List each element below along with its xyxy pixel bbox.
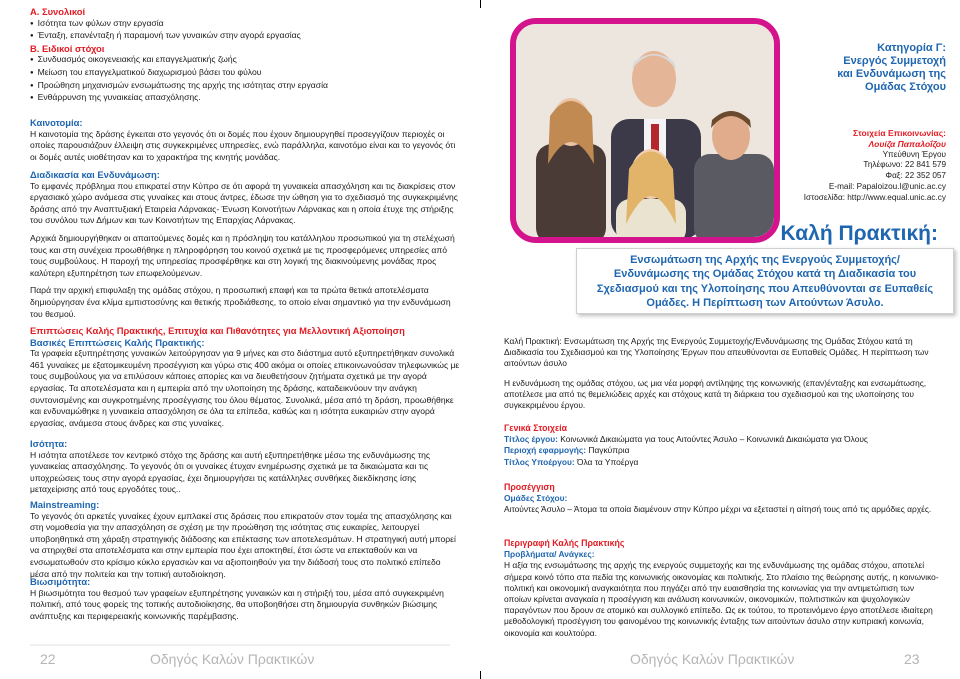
contact-info <box>746 128 946 204</box>
contact-fax: Φαξ: 22 352 057 <box>885 171 946 181</box>
contact-website[interactable]: Ιστοσελίδα: http://www.equal.unic.ac.cy <box>803 192 946 202</box>
group-photo-illustration <box>516 24 774 237</box>
page-number: 22 <box>40 651 56 667</box>
good-practice-heading: Καλή Πρακτική: <box>780 222 938 245</box>
approach-section <box>504 482 942 516</box>
practice-title-banner <box>576 248 954 314</box>
intro-text: Καλή Πρακτική: Ενσωμάτωση της Αρχής της Ενεργούς Συμμετοχής/Ενδυνάμωσης της Ομάδας Στόχου κατά τη Διαδικασία του Σχεδιασμού και της Υλοποίησης Έργων που απευθύνονται σε Ευπαθείς Ομάδες. Η περίπτωση των αιτούντων άσυλο <box>504 336 929 369</box>
sustainability-section <box>30 576 460 622</box>
mainstreaming-text: Το γεγονός ότι αρκετές γυναίκες έχουν εμπλακεί στις δράσεις που επικρατούν στον τομέα της απασχόλησης και στη νομοθεσία για την απασχόληση σε σχέση με την προώθηση της ισότητας στις ευκαιρίες, λειτουργεί υποβοηθητικά στη χάραξη στρατηγικής διάδοσης και επέκτασης των αποτελεσμάτων. Η στρατηγική αυτή μπορεί να στηριχθεί στα αποτελέσματα και στην εμπειρία που έχει αποκτηθεί, έτσι ώστε να επεκταθούν και να ενσωματωθούν στο κρίσιμο κύκλο εργασιών και να αξιοποιηθούν για την διάδοσή τους στο πολιτικό επίπεδο μέσα από την πολιτεία και την τοπική αυτοδιοίκηση. <box>30 510 456 579</box>
empowerment-text-1: Το εμφανές πρόβλημα που επικρατεί στην Κύπρο σε ότι αφορά τη γυναικεία απασχόληση και τις διακρίσεις στον εργασιακό χώρο ανάμεσα στις γυναίκες και στους άντρες, έδωσε την ώθηση για το σχεδιασμό της συγκεκριμένης δράσης από την Αναπτυξιακή Εταιρεία Λάρνακας- Ένωση Κοινοτήτων Λάρνακας και η οποία έτυχε της στήριξης του συνόλου των Δήμων και των Κοινοτήτων της Επαρχίας Λάρνακας. <box>30 180 458 226</box>
empowerment-title: Διαδικασία και Ενδυνάμωση: <box>30 169 160 180</box>
people-photo <box>510 18 780 243</box>
banner-line: Σχεδιασμού και της Υλοποίησης που Απευθύνονται σε Ευπαθείς <box>596 282 934 295</box>
section-a-list <box>30 18 460 43</box>
contact-email[interactable]: E-mail: Papaloizou.l@unic.ac.cy <box>828 181 946 191</box>
problems-text: Η αξία της ενσωμάτωσης της αρχής της ενεργούς συμμετοχής και της ενδυνάμωσης της ομάδας στόχου, αποτελεί σήμερα κοινό τόπο στα πεδία της κοινωνικής οικονομίας και πολιτικής. Στο πλαίσιο της θεώρησης αυτής, η κοινωνικο-πολιτική και οικονομική αναγκαιότητα που πηγάζει από την ευαισθησία της κοινωνίας για την αντιμετώπιση των οποίων κρίνεται αναγκαία η προσέγγιση και ανάλυση κοινωνικών, οικονομικών, πολιτιστικών και ψυχολογικών παραγόντων που δρουν σε ατομικό και συλλογικό επίπεδο. Ως εκ τούτου, το προτεινόμενο έργο αποτέλεσε ιδιαίτερη μεθοδολογική προσέγγιση του φαινομένου της κοινωνικής ένταξης των αιτούντων άσυλο στην κυπριακή κοινωνία, οικονομία και κουλτούρα. <box>504 560 939 638</box>
area-value: Παγκύπρια <box>588 445 630 456</box>
page-number: 23 <box>904 651 920 667</box>
list-item: ● Ισότητα των φύλων στην εργασία <box>30 18 460 31</box>
list-item: ● Ένταξη, επανένταξη ή παραμονή των γυναικών στην αγορά εργασίας <box>30 30 460 43</box>
area-label: Περιοχή εφαρμογής: <box>504 445 587 456</box>
footer-title: Οδηγός Καλών Πρακτικών <box>630 651 795 667</box>
subproject-value: Όλα τα Υποέργα <box>577 456 639 467</box>
intro-text-2: Η ενδυνάμωση της ομάδας στόχου, ως μια νέα μορφή αντίληψης της κοινωνικής (επαν)ένταξης και ενσωμάτωσης, αποτέλεσε μια από τις θεμελιώδεις αρχές και στόχους κατά τη διάρκεια του σχεδιασμού και της υλοποίησης του συγκεκριμένου έργου. <box>504 377 927 411</box>
impact-subtitle: Βασικές Επιπτώσεις Καλής Πρακτικής: <box>30 336 205 348</box>
list-item: ● Μείωση του επαγγελματικού διαχωρισμού βάσει του φύλου <box>30 67 460 80</box>
section-b-title: Β. Ειδικοί στόχοι <box>30 42 105 54</box>
innovation-text: Η καινοτομία της δράσης έγκειται στο γεγονός ότι οι δομές που έχουν δημιουργηθεί προσεγγίζουν περιοχές οι οποίες παρουσιάζουν έλλειψη στις συγκεκριμένες υπηρεσίες, ενώ παράλληλα, καινοτόμο είναι και το γεγονός ότι οι δομές αυτές υιοθέτησαν και το χαρακτήρα της κινητής μονάδας. <box>30 128 456 162</box>
contact-role: Υπεύθυνη Έργου <box>882 149 946 159</box>
footer-title: Οδηγός Καλών Πρακτικών <box>150 651 315 667</box>
contact-name: Λουίζα Παπαλοΐζου <box>868 138 946 149</box>
equality-section <box>30 438 460 496</box>
innovation-title: Καινοτομία: <box>30 117 83 128</box>
equality-title: Ισότητα: <box>30 438 68 449</box>
category-line: Κατηγορία Γ: <box>877 42 946 54</box>
contact-phone: Τηλέφωνο: 22 841 579 <box>863 160 946 170</box>
description-section <box>504 538 942 639</box>
list-item: ● Ενθάρρυνση της γυναικείας απασχόλησης. <box>30 92 460 105</box>
impact-text: Τα γραφεία εξυπηρέτησης γυναικών λειτούργησαν για 9 μήνες και στο διάστημα αυτό εξυπηρετήθηκαν συνολικά 461 γυναίκες με εξατομικευμένη προσέγγιση και γύρω στις 400 ακόμα οι οποίες επικοινωνούσαν τηλεφωνικώς με τους συμβούλους για να επιλύσουν κάποιες απορίες και να διευθετήσουν ζητήματα σχετικά με την αγορά εργασίας. Τα αποτελέσματα και η εμπειρία από την υλοποίηση της δράσης, καταδεικνύουν την ανάγκη συντονισμένης και συγκροτημένης προσέγγισης του όλου θέματος. Συνολικά, μέσα από τη δράση, προωθήθηκε και ενδυναμώθηκε η γυναικεία απασχόληση σε όλα τα επίπεδα, καθώς και η ισότητα ευκαιριών στην αγορά εργασίας, ανάμεσα στους άνδρες και στις γυναίκες. <box>30 348 460 428</box>
section-a-title: Α. Συνολικοί <box>30 6 86 17</box>
problems-label: Προβλήματα/ Ανάγκες: <box>504 549 595 560</box>
contact-label: Στοιχεία Επικοινωνίας: <box>853 128 946 138</box>
groups-label: Ομάδες Στόχου: <box>504 493 568 504</box>
subproject-label: Τίτλος Υποέργου: <box>504 456 575 467</box>
empowerment-text-2: Αρχικά δημιουργήθηκαν οι απαιτούμενες δομές και η πρόσληψη του κατάλληλου προσωπικού για τη στελέχωσή τους και στη συνέχεια προωθήθηκε η πληροφόρηση του κοινού σχετικά με τις προσφερόμενες υπηρεσίες από τους συμβούλους. Η παροχή της υπηρεσίας προσφέρθηκε και στη λογική της διακινούμενης μονάδας προς καλύτερη εξυπηρέτηση των επωφελούμενων. <box>30 232 455 278</box>
approach-title: Προσέγγιση <box>504 482 555 492</box>
empowerment-section <box>30 169 460 320</box>
general-section <box>504 423 942 468</box>
sustainability-title: Βιωσιμότητα: <box>30 576 91 587</box>
description-title: Περιγραφή Καλής Πρακτικής <box>504 538 625 548</box>
impact-title: Επιπτώσεις Καλής Πρακτικής, Επιτυχία και Πιθανότητες για Μελλοντική Αξιοποίηση <box>30 325 405 336</box>
list-item: ● Προώθηση μηχανισμών ενσωμάτωσης της αρχής της ισότητας στην εργασία <box>30 80 460 93</box>
intro-section <box>504 336 942 411</box>
right-page <box>480 0 960 679</box>
innovation-section <box>30 117 460 163</box>
mainstreaming-section <box>30 499 460 580</box>
sustainability-text: Η βιωσιμότητα του θεσμού των γραφείων εξυπηρέτησης γυναικών και η στήριξή του, μέσα από συγκεκριμένη πολιτική, από τους φορείς της τοπικής αυτοδιοίκησης, θα υποβοηθήσει στη δημιουργία συνθηκών βιώσιμης ανάπτυξης και περιφερειακής κοινωνικής παρέμβασης. <box>30 587 444 621</box>
objectives-section <box>30 6 460 105</box>
project-value: Κοινωνικά Δικαιώματα για τους Αιτούντες Άσυλο – Κοινωνικά Δικαιώματα για Όλους <box>560 434 868 445</box>
category-line: και Ενδυνάμωση της <box>837 68 946 80</box>
left-footer <box>0 645 480 679</box>
project-label: Τίτλος έργου: <box>504 434 558 445</box>
banner-line: Ενσωμάτωση της Αρχής της Ενεργούς Συμμετοχής/ <box>630 254 900 266</box>
impact-section <box>30 325 460 429</box>
equality-text: Η ισότητα αποτέλεσε τον κεντρικό στόχο της δράσης και αυτή εξυπηρετήθηκε μέσω της ενδυνάμωσης της γυναικείας απασχόλησης. Το γεγονός ότι οι γυναίκες έτυχαν ενημέρωσης σχετικά με τα δικαιώματα και τις υποχρεώσεις τους στην αγορά εργασίας, έχει δημιουργήσει τις κατάλληλες συνθήκες διεκδίκησης ίσης μεταχείρισης από τους εργοδότες τους.. <box>30 449 431 495</box>
empowerment-text-3: Παρά την αρχική επιφυλαξη της ομάδας στόχου, η προσωπική επαφή και τα πρώτα θετικά αποτελέσματα δημιούργησαν ένα κλίμα εμπιστοσύνης και θετικής προδιάθεσης, το οποίο είναι σημαντικό για την ενδυνάμωση του θεσμού. <box>30 285 451 319</box>
category-box <box>776 42 946 94</box>
category-line: Ενεργός Συμμετοχή <box>843 55 946 67</box>
section-b-list <box>30 54 460 104</box>
mainstreaming-title: Mainstreaming: <box>30 499 100 510</box>
groups-text: Αιτούντες Άσυλο – Άτομα τα οποία διαμένουν στην Κύπρο μέχρι να εξεταστεί η αίτησή τους από τις αρμόδιες αρχές. <box>504 504 932 515</box>
right-footer <box>480 645 960 679</box>
banner-line: Ενδυνάμωσης της Ομάδας Στόχου κατά τη Διαδικασία του <box>613 268 917 281</box>
category-line: Ομάδας Στόχου <box>865 81 946 93</box>
banner-line: Ομάδες. Η Περίπτωση των Αιτούντων Άσυλο. <box>646 297 884 310</box>
general-title: Γενικά Στοιχεία <box>504 423 567 433</box>
list-item: ● Συνδυασμός οικογενειακής και επαγγελματικής ζωής <box>30 54 460 67</box>
